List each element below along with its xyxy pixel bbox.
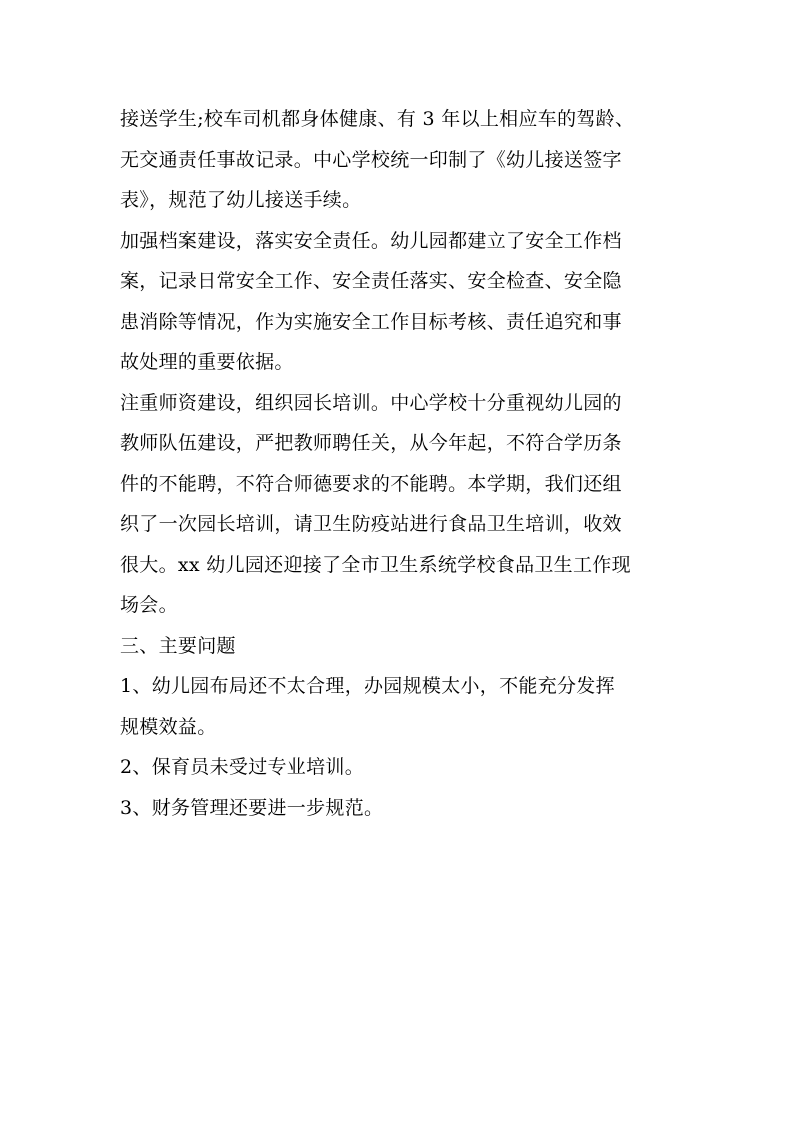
text-line: 故处理的重要依据。 [120,351,294,373]
section-heading: 三、主要问题 [120,634,236,657]
text-line: 教师队伍建设，严把教师聘任关，从今年起，不符合学历条 [120,432,622,454]
text-line: 规模效益。 [120,715,217,738]
text-line: 无交通责任事故记录。中心学校统一印制了《幼儿接送签字 [120,148,622,171]
text-line: 表》，规范了幼儿接送手续。 [120,189,362,211]
text-line: 加强档案建设，落实安全责任。幼儿园都建立了安全工作档 [120,229,622,252]
text-line: 织了一次园长培训，请卫生防疫站进行食品卫生培训，收效 [120,513,622,535]
text-line: 3、财务管理还要进一步规范。 [120,796,384,819]
text-line: 件的不能聘，不符合师德要求的不能聘。本学期，我们还组 [120,472,622,495]
text-line: 1、幼儿园布局还不太合理，办园规模太小，不能充分发挥 [120,675,615,697]
text-line: 场会。 [120,594,178,616]
text-line: 案，记录日常安全工作、安全责任落实、安全检查、安全隐 [120,270,622,292]
text-line: 接送学生;校车司机都身体健康、有 3 年以上相应车的驾龄、 [120,108,635,130]
text-line: 很大。xx 幼儿园还迎接了全市卫生系统学校食品卫生工作现 [120,553,631,576]
document-body [120,99,690,828]
text-line: 2、保育员未受过专业培训。 [120,756,364,778]
text-line: 患消除等情况，作为实施安全工作目标考核、责任追究和事 [120,310,622,333]
text-line: 注重师资建设，组织园长培训。中心学校十分重视幼儿园的 [120,391,622,414]
